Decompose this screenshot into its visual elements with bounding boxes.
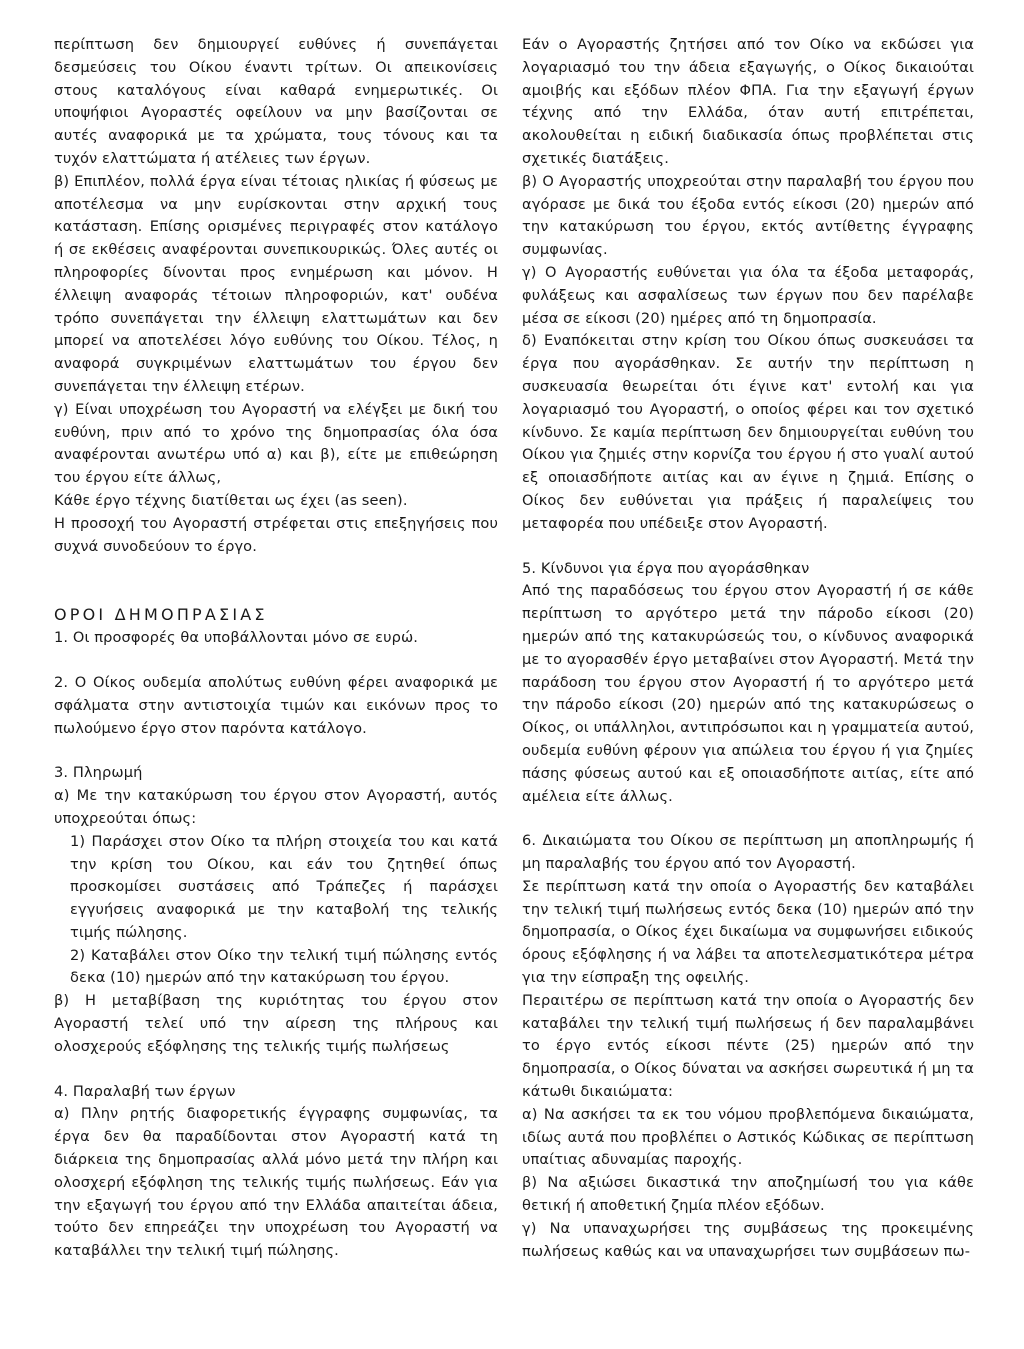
term-4-a: α) Πλην ρητής διαφορετικής έγγραφης συμφωνίας, τα έργα δεν θα παραδίδονται στον Αγοραστή κατά τη διάρκεια της δημοπρασίας αλλά μόνο μετά την πλήρη και ολοσχερή εξόφληση της τελικής τιμής πωλήσεως. Εάν για την εξαγωγή του έργου από την Ελλάδα απαιτείται άδεια, τούτο δεν επηρεάζει την υποχρέωση του Αγοραστή να καταβάλλει την τελική τιμή πώλησης. (54, 1105, 498, 1260)
term-4-title: 4. Παραλαβή των έργων (54, 1082, 236, 1100)
term-4-b: β) Ο Αγοραστής υποχρεούται στην παραλαβή του έργου που αγόρασε με δικά του έξοδα εντός είκοσι (20) ημερών από την κατακύρωση του έργου, εκτός αντίθετης έγγραφης συμφωνίας. (522, 172, 974, 259)
term-5-text: Από της παραδόσεως του έργου στον Αγοραστή ή σε κάθε περίπτωση το αργότερο μετά την πάροδο είκοσι (20) ημερών από της κατακυρώσεώς του, ο κίνδυνος αναφορικά με το αγορασθέν έργο μεταβαίνει στον Αγοραστή. Μετά την παράδοση του έργου στον Αγοραστή ή το αργότερο μετά την πάροδο είκοσι (20) ημερών από της κατακυρώσεως ο Οίκος, οι υπάλληλοι, αντιπρόσωποι και η γραμματεία αυτού, ουδεμία ευθύνη φέρουν για απώλεια του έργου ή για ζημίες πάσης φύσεως αυτού και εξ οποιασδήποτε αιτίας, είτε από αμέλεια είτε άλλως. (522, 582, 974, 805)
term-4-c: γ) Ο Αγοραστής ευθύνεται για όλα τα έξοδα μεταφοράς, φυλάξεως και ασφαλίσεως των έργων που δεν παρέλαβε μέσα σε είκοσι (20) ημέρες από τη δημοπρασία. (522, 263, 974, 327)
term-6-p1: Σε περίπτωση κατά την οποία ο Αγοραστής δεν καταβάλει την τελική τιμή πωλήσεως εντός δεκα (10) ημερών από την δημοπρασία, ο Οίκος έχει δικαίωμα να συμφωνήσει ειδικούς όρους εξόφλησης ή να λάβει τα αποτελεσματικότερα μέτρα για την είσπραξη της οφειλής. (522, 877, 974, 987)
as-seen-line: Κάθε έργο τέχνης διατίθεται ως έχει (as seen). (54, 491, 408, 509)
term-6-title: 6. Δικαιώματα του Οίκου σε περίπτωση μη αποπληρωμής ή μη παραλαβής του έργου από τον Αγοραστή. (522, 832, 974, 873)
term-6-b: β) Να αξιώσει δικαστικά την αποζημίωσή του για κάθε θετική ή αποθετική ζημία πλέον εξόδων. (522, 1174, 974, 1215)
left-column (54, 34, 498, 1263)
intro-paragraph: περίπτωση δεν δημιουργεί ευθύνες ή συνεπάγεται δεσμεύσεις του Οίκου έναντι τρίτων. Οι απεικονίσεις στους καταλόγους είναι καθαρά ενημερωτικές. Οι υποψήφιοι Αγοραστές οφείλουν να μην βασίζονται σε αυτές αναφορικά με τα χρώματα, τους τόνους και τα τυχόν ελαττώματα ή ατέλειες των έργων. (54, 36, 498, 167)
paragraph-b: β) Επιπλέον, πολλά έργα είναι τέτοιας ηλικίας ή φύσεως με αποτέλεσμα να μην ευρίσκονται στην αρχική τους κατάσταση. Επίσης ορισμένες περιγραφές στον κατάλογο ή σε εκθέσεις αναφέρονται συνεπικουρικώς. Όλες αυτές οι πληροφορίες δίνονται προς ενημέρωση και μόνον. Η έλλειψη αναφοράς τέτοιων πληροφοριών, κατ' ουδένα τρόπο συνεπάγεται την έλλειψη ελαττωμάτων και δεν μπορεί να αποτελέσει λόγο ευθύνης του Οίκου. Τέλος, η αναφορά συγκριμένων ελαττωμάτων του έργου δεν συνεπάγεται την έλλειψη ετέρων. (54, 172, 498, 395)
paragraph-c: γ) Είναι υποχρέωση του Αγοραστή να ελέγξει με δική του ευθύνη, πριν από το χρόνο της δημοπρασίας όλα όσα αναφέρονται ανωτέρω υπό α) και β), είτε με επιθεώρηση του έργου είτε άλλως, (54, 400, 498, 487)
term-3-a: α) Με την κατακύρωση του έργου στον Αγοραστή, αυτός υποχρεούται όπως: (54, 787, 498, 827)
term-6-a: α) Να ασκήσει τα εκ του νόμου προβλεπόμενα δικαιώματα, ιδίως αυτά που προβλέπει ο Αστικός Κώδικας σε περίπτωση υπαίτιας αδυναμίας παροχής. (522, 1105, 974, 1169)
term-3-title: 3. Πληρωμή (54, 764, 143, 782)
term-4-d: δ) Εναπόκειται στην κρίση του Οίκου όπως συσκευάσει τα έργα που αγοράσθηκαν. Σε αυτήν την περίπτωση η συσκευασία θεωρείται ότι έγινε κατ' εντολή και για λογαριασμό του Αγοραστή, ο οποίος φέρει και τον σχετικό κίνδυνο. Σε καμία περίπτωση δεν δημιουργείται ευθύνη του Οίκου για ζημιές στην κορνίζα του έργου ή στο γυαλί αυτού εξ οποιασδήποτε αιτίας και αν έγινε η ζημιά. Επίσης ο Οίκος δεν ευθύνεται για πράξεις ή παραλείψεις του μεταφορέα που υπέδειξε στον Αγοραστή. (522, 332, 974, 532)
term-3-a1: 1) Παράσχει στον Οίκο τα πλήρη στοιχεία του και κατά την κρίση του Οίκου, και εάν του ζητηθεί όπως προσκομίσει συστάσεις από Τράπεζες ή παράσχει εγγυήσεις αναφορικά με την καταβολή της τελικής τιμής πώλησης. (70, 832, 498, 941)
term-6-c: γ) Να υπαναχωρήσει της συμβάσεως της προκειμένης πωλήσεως καθώς και να υπαναχωρήσει των συμβάσεων πω- (522, 1219, 974, 1260)
term-6-p2: Περαιτέρω σε περίπτωση κατά την οποία ο Αγοραστής δεν καταβάλει την τελική τιμή πωλήσεως ή δεν παραλαμβάνει το έργο εντός είκοσι πέντε (25) ημερών από την δημοπρασία, ο Οίκος δύναται να ασκήσει σωρευτικά ή μη τα κάτωθι δικαιώματα: (522, 991, 974, 1101)
term-3-a2: 2) Καταβάλει στον Οίκο την τελική τιμή πώλησης εντός δεκα (10) ημερών από την κατακύρωση του έργου. (70, 946, 498, 987)
right-column (522, 34, 974, 1263)
term-1: 1. Οι προσφορές θα υποβάλλονται μόνο σε ευρώ. (54, 629, 419, 647)
section-title: ΟΡΟΙ ΔΗΜΟΠΡΑΣΙΑΣ (54, 605, 268, 625)
attention-line: Η προσοχή του Αγοραστή στρέφεται στις επεξηγήσεις που συχνά συνοδεύουν το έργο. (54, 514, 498, 555)
term-2: 2. Ο Οίκος ουδεμία απολύτως ευθύνη φέρει αναφορικά με σφάλματα στην αντιστοιχία τιμών και εικόνων προς το πωλούμενο έργο στον παρόντα κατάλογο. (54, 673, 498, 737)
export-paragraph: Εάν ο Αγοραστής ζητήσει από τον Οίκο να εκδώσει για λογαριασμό του την άδεια εξαγωγής, ο Οίκος δικαιούται αμοιβής και εξόδων πλέον ΦΠΑ. Για την εξαγωγή έργων τέχνης από την Ελλάδα, όταν αυτή επιτρέπεται, ακολουθείται η ειδική διαδικασία όπως προβλέπεται στις σχετικές διατάξεις. (522, 36, 974, 167)
term-3-b: β) Η μεταβίβαση της κυριότητας του έργου στον Αγοραστή τελεί υπό την αίρεση της πλήρους και ολοσχερούς εξόφλησης της τελικής τιμής πωλήσεως (54, 992, 498, 1055)
term-5-title: 5. Κίνδυνοι για έργα που αγοράσθηκαν (522, 559, 810, 577)
